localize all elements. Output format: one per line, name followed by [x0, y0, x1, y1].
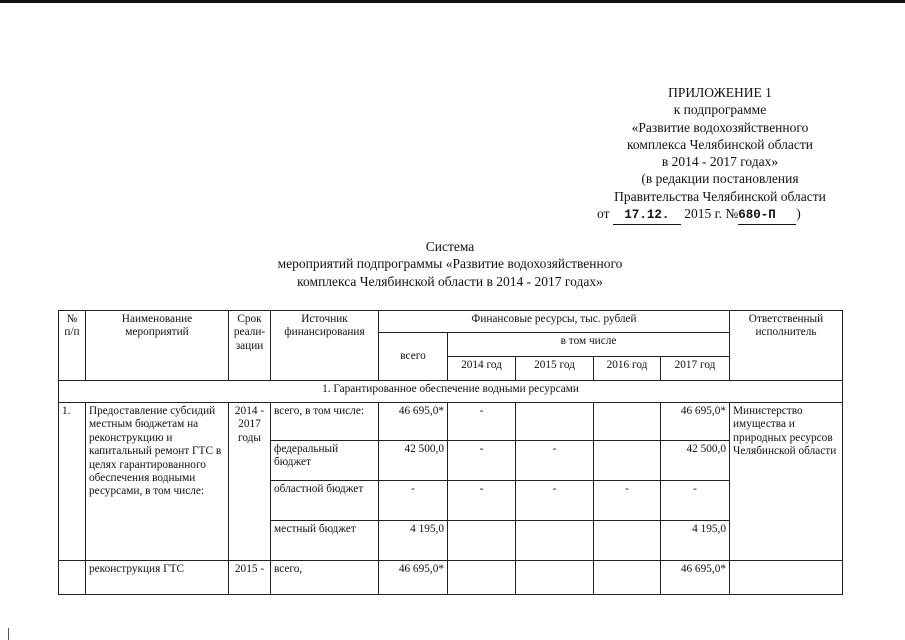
header-responsible: Ответственный исполнитель	[730, 311, 843, 381]
row-2014: -	[448, 403, 516, 441]
appendix-date-line	[585, 205, 855, 225]
header-2017: 2017 год	[661, 357, 730, 381]
header-term: Срок реали-зации	[229, 311, 271, 381]
row-responsible	[730, 561, 843, 595]
document-title	[230, 238, 670, 290]
row-2016	[594, 521, 661, 561]
header-2016: 2016 год	[594, 357, 661, 381]
row-2015	[516, 403, 594, 441]
header-2015: 2015 год	[516, 357, 594, 381]
appendix-line: Правительства Челябинской области	[614, 188, 826, 204]
header-finance: Финансовые ресурсы, тыс. рублей	[379, 311, 730, 333]
row-2017: 4 195,0	[661, 521, 730, 561]
appendix-header	[585, 84, 855, 225]
row-2016	[594, 403, 661, 441]
row-2016	[594, 441, 661, 481]
row-name: реконструкция ГТС	[86, 561, 229, 595]
row-2014	[448, 561, 516, 595]
date-prefix: от	[597, 206, 610, 222]
title-line: комплекса Челябинской области в 2014 - 2017 годах»	[297, 273, 603, 289]
row-2014	[448, 521, 516, 561]
row-term: 2015 -	[229, 561, 271, 595]
appendix-line: (в редакции постановления	[641, 171, 799, 187]
row-total: 4 195,0	[379, 521, 448, 561]
row-total: 42 500,0	[379, 441, 448, 481]
row-2017: 46 695,0*	[661, 403, 730, 441]
row-2015: -	[516, 441, 594, 481]
date-suffix: )	[796, 206, 801, 222]
scan-margin-mark	[8, 628, 9, 640]
top-border-line	[0, 0, 905, 3]
row-2015	[516, 521, 594, 561]
row-total: 46 695,0*	[379, 561, 448, 595]
row-name: Предоставление субсидий местным бюджетам на реконструкцию и капитальный ремонт ГТС в целях гарантированного обеспечения водными ресурсами, в том числе:	[86, 403, 229, 561]
row-2017: 46 695,0*	[661, 561, 730, 595]
appendix-line: «Развитие водохозяйственного	[631, 119, 809, 135]
row-2015	[516, 561, 594, 595]
date-year: 2015 г. №	[684, 206, 739, 222]
row-source: местный бюджет	[271, 521, 379, 561]
row-2014: -	[448, 441, 516, 481]
table-row	[59, 403, 843, 441]
header-name: Наименование мероприятий	[86, 311, 229, 381]
date-value: 17.12.	[613, 207, 681, 225]
title-line: мероприятий подпрограммы «Развитие водохозяйственного	[277, 256, 623, 272]
appendix-line: комплекса Челябинской области	[627, 136, 813, 152]
header-source: Источник финансирования	[271, 311, 379, 381]
appendix-line: в 2014 - 2017 годах»	[661, 154, 779, 170]
row-source: всего, в том числе:	[271, 403, 379, 441]
row-term: 2014 - 2017 годы	[229, 403, 271, 561]
doc-number: 680-П	[738, 207, 796, 225]
row-source: всего,	[271, 561, 379, 595]
row-2016	[594, 561, 661, 595]
header-including: в том числе	[448, 333, 730, 357]
header-num: № п/п	[59, 311, 86, 381]
section-title: 1. Гарантированное обеспечение водными ресурсами	[59, 381, 843, 403]
row-source: областной бюджет	[271, 481, 379, 521]
row-2014: -	[448, 481, 516, 521]
row-total: 46 695,0*	[379, 403, 448, 441]
row-2016: -	[594, 481, 661, 521]
row-total: -	[379, 481, 448, 521]
row-2017: 42 500,0	[661, 441, 730, 481]
measures-table	[58, 310, 843, 595]
row-responsible: Министерство имущества и природных ресурсов Челябинской области	[730, 403, 843, 561]
row-num	[59, 561, 86, 595]
appendix-line: ПРИЛОЖЕНИЕ 1	[668, 85, 772, 100]
row-2017: -	[661, 481, 730, 521]
row-num: 1.	[59, 403, 86, 561]
table-row	[59, 561, 843, 595]
header-2014: 2014 год	[448, 357, 516, 381]
appendix-line: к подпрограмме	[673, 102, 767, 118]
title-line: Система	[425, 239, 475, 254]
row-source: федеральный бюджет	[271, 441, 379, 481]
row-2015: -	[516, 481, 594, 521]
header-total: всего	[379, 333, 448, 381]
